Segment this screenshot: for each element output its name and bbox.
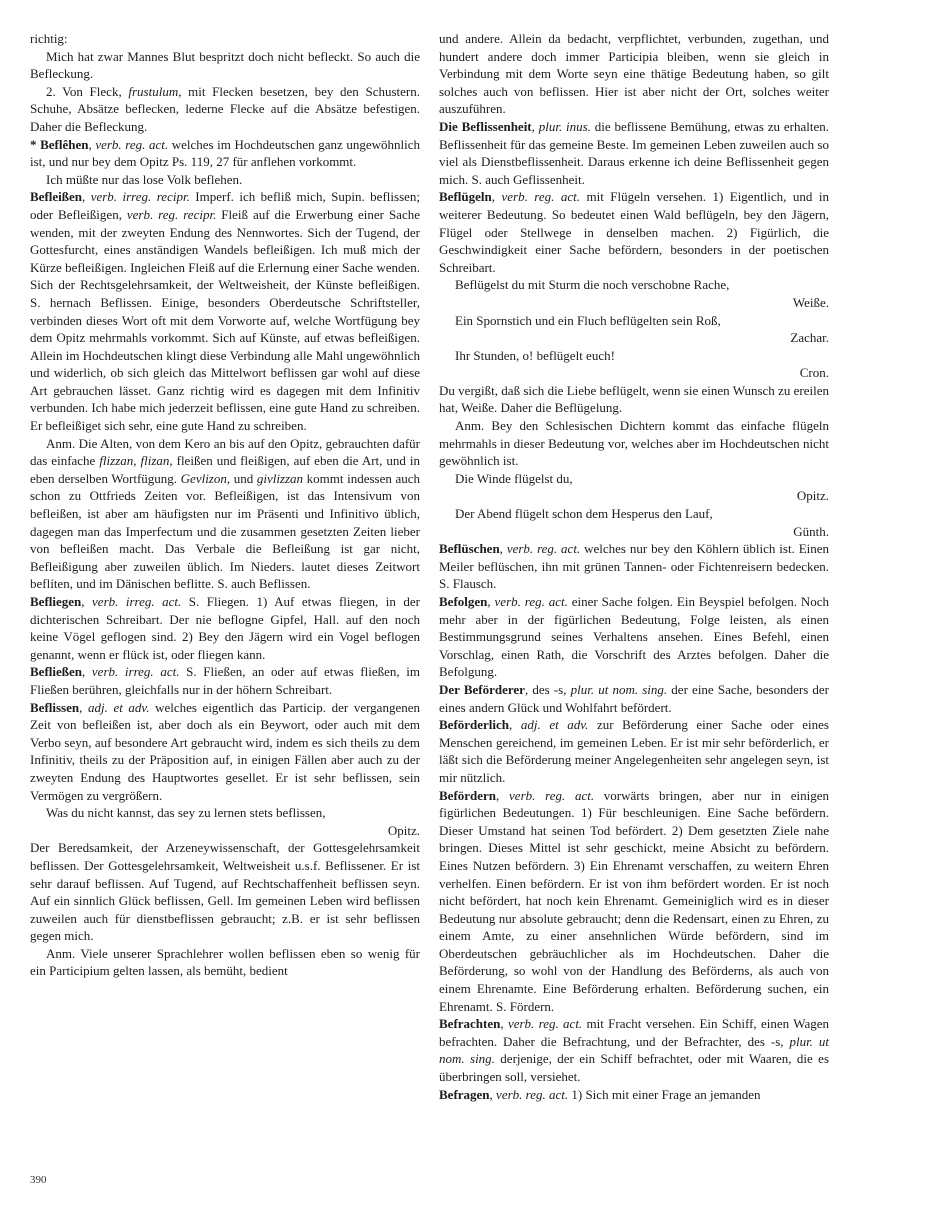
definition: vorwärts bringen, aber nur in einigen figürlichen Bedeutungen. 1) Für beschleunigen. Eine Sache befördern. Dieser Umstand hat seinen Tod befördert. 2) Dem gesetzten Ziele nahe bringen. Dieses Mittel ist sehr geschickt, meine Absicht zu befördern. Eines Nutzen befördern. 3) Ein Ehrenamt verschaffen, zu weitern Ehren verhelfen. Einen befördern. Er ist von ihm befördert worden. Er ist noch nicht befördert, hat noch kein Ehrenamt. Gemeiniglich wird es in dieser Bedeutung nur absolute gebraucht; denn die Redensart, einen zu Ehren, zu einem Amte, zu einer ansehnlichen Würde befördern, sind im Oberdeutschen gebräuchlicher als im Hochdeutschen. Daher die Beförderung, so wohl von der Handlung des Beförderns, als auch von einem Ehrenamte. Eine Beförderung erhalten. Beförderung suchen, ein Ehrenamt. S. Fördern. (439, 787, 829, 1014)
text: fleißen und fleißigen, auf eben die Art, und in eben derselben Wortfügung. (30, 453, 420, 486)
entry-befoerderlich (439, 716, 829, 786)
grammar-label: verb. reg. act. (506, 541, 581, 557)
right-column (439, 30, 829, 1103)
definition: S. Fliegen. 1) Auf etwas fliegen, in der dichterischen Schreibart. Der nie beflogne Gipfel, Hall. auf den noch keine Vögel geflogen sind. 2) Bey den Jägern wird ein Vogel beflogen genannt, wenn er flück ist, oder fliegen kann. (30, 594, 421, 662)
separator: , (500, 1016, 508, 1032)
paragraph: und andere. Allein da bedacht, verpflichtet, verbunden, zugethan, und hundert andere doch immer Participia bleiben, wenn sie gleich in Verbindung mit dem Worte seyn eine thätige Bedeutung haben, so gilt solches auch von beflissen. Hier ist aber nicht der Ort, solches weiter auszuführen. (439, 31, 829, 117)
definition: derjenige, der ein Schiff befrachtet, oder mit Waaren, die es überbringen soll, versiehet. (439, 1051, 830, 1085)
definition: einer Sache folgen. Ein Beyspiel befolgen. Noch mehr aber in der figürlichen Bedeutung, Folge leisten, als einen Bestimmungsgrund seines Verhaltens ansehen. Eines Befehl, einen Vorschlag, einen Rath, die Vorschrift des Arztes befolgen. Daher die Befolgung. (439, 594, 830, 680)
quote-source: Cron. (799, 365, 829, 381)
headword: Beflissen (30, 699, 80, 715)
entry-beflissen (30, 699, 420, 805)
entry-befliegen (30, 593, 420, 663)
grammar-label: verb. reg. act. (496, 1086, 569, 1102)
left-column (30, 30, 420, 980)
paragraph: Der Beredsamkeit, der Arzeneywissenschaft, der Gottesgelehrsamkeit beflissen. Der Gottesgelehrsamkeit, Weltweisheit u.s.f. Beflissener. Er ist sehr darauf beflissen. Auf Tugend, auf Rechtschaffenheit beflissen seyn. Auf ein sinnlich Glück beflissen, Gell. Im gemeinen Leben wird beflissen zuweilen auch für dienstbeflissen gebraucht; z.B. er ist sehr beflissen gegen mich. (30, 840, 420, 944)
text: 2. Von Fleck, (46, 83, 129, 99)
entry-befragen (439, 1086, 829, 1104)
separator: , (81, 594, 93, 609)
separator: , (496, 787, 510, 803)
entry-beflueschen (439, 540, 829, 593)
text: und (230, 470, 257, 486)
definition: welches nur bey den Köhlern üblich ist. Einen Meiler beflüschen, ihn mit grünen Tannen- oder Fichtenreisern bedecken. S. Flausch. (439, 541, 830, 592)
page-number: 390 (30, 1174, 47, 1186)
verse-quote: Beflügelst du mit Sturm die noch verschobne Rache, (455, 277, 730, 293)
verse-quote: Ihr Stunden, o! beflügelt euch! (455, 347, 615, 363)
grammar-label: verb. reg. act. (95, 136, 169, 152)
grammar-label: verb. reg. recipr. (126, 206, 217, 222)
headword: Befließen (30, 664, 82, 680)
entry-befleissen (30, 188, 420, 434)
definition: der eine Sache, besonders der eines andern Glück und Wohlfahrt befördert. (439, 681, 829, 715)
definition: mit Flügeln versehen. 1) Eigentlich, und in weiterer Bedeutung. So bedeutet einen Wald beflügeln, bey den Jägern, Flügel oder Stellwege in denselben machen. 2) Figürlich, die Geschwindigkeit einer Sache befördern, besonders in der poetischen Schreibart. (439, 189, 829, 275)
old-form: Gevlizon, (180, 470, 231, 486)
quote-source: Weiße. (792, 294, 829, 310)
definition: S. Fließen, an oder auf etwas fließen, im Fließen berühren, gleichfalls nur in der höhern Schreibart. (30, 664, 421, 697)
separator: , (499, 541, 507, 557)
headword: Der Beförderer (439, 681, 525, 697)
paragraph (30, 83, 420, 136)
entry-befolgen (439, 593, 829, 681)
definition: Imperf. ich befliß mich, Supin. beflissen; oder Befleißigen, (30, 189, 421, 222)
quote-source: Opitz. (387, 822, 420, 838)
quote-source: Opitz. (796, 488, 829, 504)
entry-befluegeln (439, 188, 829, 276)
latin-term: frustulum, (128, 83, 182, 99)
grammar-label: verb. reg. act. (509, 787, 595, 803)
quote-source: Zachar. (790, 330, 829, 346)
grammar-label: verb. irreg. act. (91, 664, 180, 680)
headword: Befolgen (439, 594, 488, 609)
separator: , (82, 189, 91, 205)
headword: Befliegen (30, 594, 82, 609)
verse-quote: Der Abend flügelt schon dem Hesperus den Lauf, (455, 506, 713, 522)
verse-quote: Ein Spornstich und ein Fluch beflügelten sein Roß, (455, 312, 721, 328)
definition: mit Fracht versehen. Ein Schiff, einen Wagen befrachten. Daher die Befrachtung, und der Befrachter, des -s, (439, 1016, 829, 1049)
separator: , des -s, (524, 681, 571, 697)
quote-source: Günth. (793, 523, 829, 539)
definition: Fleiß auf die Erwerbung einer Sache wenden, mit der zweyten Endung des Nennwortes. Sich der Tugend, der Gottesfurcht, eines anständigen Wandels befleißigen. Ich muß mich der Kürze befleißigen. Ingleichen Fleiß auf die Erlernung einer Sache wenden. Sich der Rechtsgelehrsamkeit, der Weltweisheit, der Künste befleißigen. S. hernach Beflissen. Einige, besonders Oberdeutsche Schriftsteller, verbinden dieses Wort oft mit dem Vorworte auf, welche Wortfügung bey dem Opitz mehrmahls vorkommt. Sich auf Künste, auf etwas befleißigen. Allein im Hochdeutschen klingt diese Verbindung alle Mahl ungewöhnlich und widerlich, ob sich gleich das Mittelwort beflissen gar wohl auf diese Art gebrauchen lässet. Ganz richtig wird es dagegen mit dem Infinitiv verbunden. Ich habe mich jederzeit beflissen, eine gute Hand zu schreiben. Er befleißiget sich sehr, eine gute Hand zu schreiben. (30, 206, 420, 434)
text: kommt indessen auch schon zu Ottfrieds Zeiten vor. Befleißigen, ist das Intensivum von befleißen, ist aber am häufigsten nur im Präsenti und Infinitivo üblich, dagegen man das Imperfectum und die zusammen gesetzten Zeiten lieber von befleißen macht. Das Verbale die Befleißung ist gar nicht, Befleißigung aber zuweilen üblich. Im Nieders. lautet dieses Zeitwort beflíten, und im Dänischen beflitte. S. auch Beflissen. (30, 470, 420, 592)
definition: 1) Sich mit einer Frage an jemanden (568, 1086, 761, 1102)
definition: welches im Hochdeutschen ganz ungewöhnlich ist, und nur bey dem Opitz Ps. 119, 27 für anflehen vorkommt. (30, 136, 420, 170)
old-form: flizzan, flizan, (99, 453, 173, 469)
grammar-label: verb. reg. act. (494, 594, 568, 609)
definition: die beflissene Bemühung, etwas zu erhalten. Beflissenheit für das gemeine Beste. Im gemeinen Leben zuweilen auch so viel als Dienstbeflissenheit. Daraus erkenne ich deine Beflissenheit gegen mich. S. auch Geflissenheit. (439, 118, 829, 187)
separator: , (79, 699, 88, 715)
annotation: Anm. Viele unserer Sprachlehrer wollen beflissen eben so wenig für ein Participium gelten lassen, als bemüht, bedient (30, 945, 420, 979)
headword: Die Beflissenheit (439, 118, 532, 134)
separator: , (509, 717, 521, 733)
grammar-label: adj. et adv. (520, 717, 589, 733)
quote: Ich müßte nur das lose Volk beflehen. (46, 171, 243, 187)
text: mit Flecken besetzen, bey den Schustern. Schuhe, Absätze beflecken, lederne Flecke auf die Absätze befestigen. Daher die Befleckung. (30, 83, 420, 134)
grammar-label: plur. inus. (538, 118, 591, 134)
headword: Befleißen (30, 189, 82, 205)
separator: , (489, 1086, 497, 1102)
headword: Beflüschen (439, 541, 500, 557)
paragraph: Du vergißt, daß sich die Liebe beflügelt, wenn sie einen Wunsch zu ereilen hat, Weiße. Daher die Beflügelung. (439, 382, 829, 416)
headword: Beförderlich (439, 717, 510, 733)
verse-quote: Was du nicht kannst, das sey zu lernen stets beflissen, (46, 805, 326, 821)
paragraph: richtig: (30, 31, 68, 46)
grammar-label: verb. irreg. act. (92, 594, 182, 609)
headword: Beflügeln (439, 189, 492, 205)
grammar-label: verb. reg. act. (507, 1016, 583, 1032)
definition: zur Beförderung einer Sache oder eines Menschen gereichend, im gemeinen Leben. Er ist mir sehr beförderlich, er läßt sich die Beförderung meiner Angelegenheiten sehr angelegen seyn, ist mir nützlich. (439, 717, 829, 785)
headword: Befragen (439, 1086, 490, 1102)
grammar-label: adj. et adv. (87, 699, 150, 715)
entry-beflissenheit (439, 118, 829, 188)
text: Anm. Die Alten, von dem Kero an bis auf den Opitz, gebrauchten dafür das einfache (30, 435, 420, 469)
headword: Befördern (439, 787, 497, 803)
annotation: Anm. Bey den Schlesischen Dichtern kommt das einfache flügeln mehrmahls in dieser Bedeutung vor, welches aber im Hochdeutschen nicht gewöhnlich ist. (439, 418, 829, 469)
headword: * Beflêhen (30, 136, 89, 152)
separator: , (491, 189, 502, 205)
entry-befliessen (30, 663, 420, 698)
verse-quote: Mich hat zwar Mannes Blut bespritzt doch nicht befleckt. So auch die Befleckung. (30, 48, 420, 82)
separator: , (531, 118, 539, 134)
verse-quote: Die Winde flügelst du, (455, 470, 573, 486)
entry-beflehen (30, 136, 420, 171)
grammar-label: verb. irreg. recipr. (90, 189, 190, 205)
definition: welches eigentlich das Particip. der vergangenen Zeit von befleißen ist, aber doch als ein Beywort, oder auch mit dem Verbo seyn, auf besondere Art gebraucht wird, indem es sich theils zu dem Infinitiv, theils zu der Präposition auf, in einigen Fällen aber auch zu der zweyten Endung des Hauptwortes gesellet. Er ist sehr beflissen, sein Vermögen zu vergrößern. (30, 699, 420, 803)
grammar-label: verb. reg. act. (501, 189, 581, 205)
grammar-label: plur. ut nom. sing. (570, 681, 668, 697)
separator: , (88, 136, 96, 152)
headword: Befrachten (439, 1016, 501, 1032)
grammar-label: plur. ut nom. sing. (439, 1033, 829, 1067)
annotation (30, 435, 420, 593)
entry-befoerderer (439, 681, 829, 716)
entry-befoerdern (439, 787, 829, 1016)
old-form: givlizzan (256, 470, 304, 486)
separator: , (487, 594, 495, 609)
entry-befrachten (439, 1015, 829, 1085)
separator: , (82, 664, 92, 680)
